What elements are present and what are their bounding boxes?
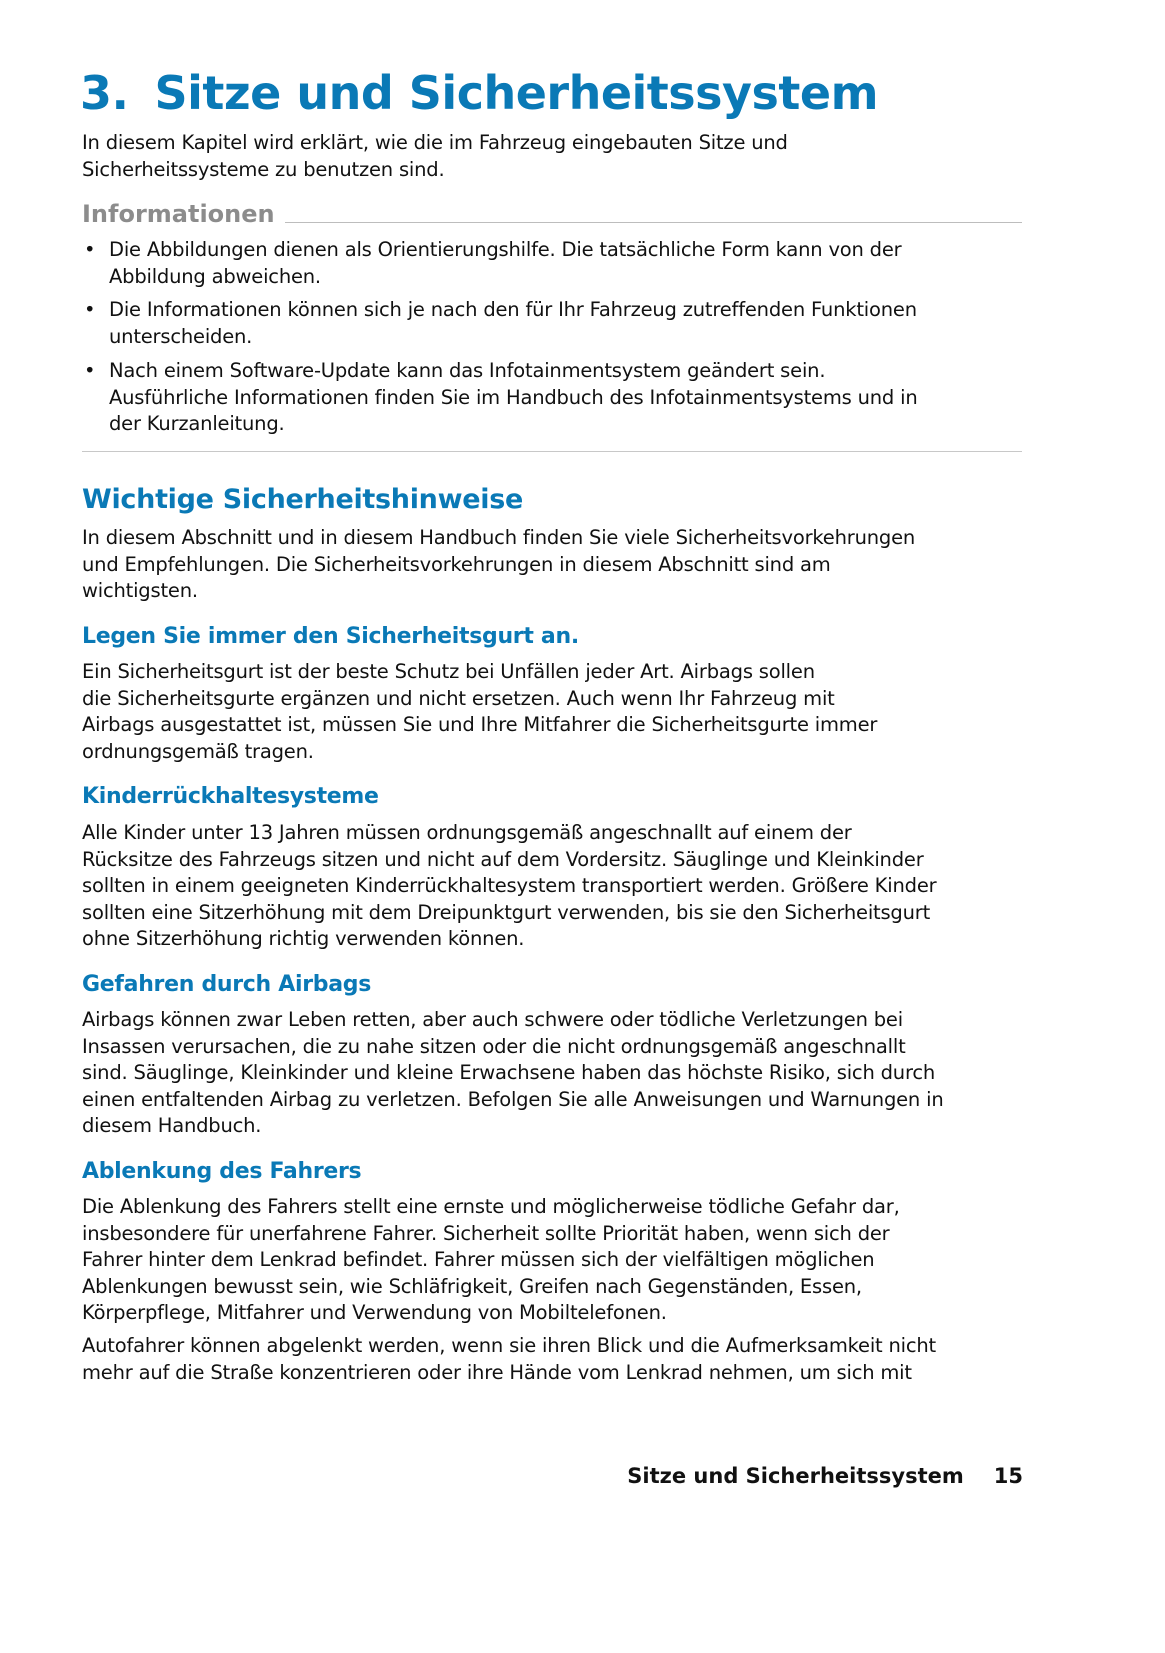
info-heading: Informationen [82,199,1022,229]
chapter-title: 3. Sitze und Sicherheitssystem [80,66,879,120]
footer-section-title: Sitze und Sicherheitssystem [627,1464,964,1488]
paragraph: Airbags können zwar Leben retten, aber auch schwere oder tödliche Verletzungen bei Insassen verursachen, die zu nahe sitzen oder die nicht ordnungsgemäß angeschnallt sind. Säuglinge, Kleinkinder und kleine Erwachsene haben das höchste Risiko, sich durch einen entfaltenden Airbag zu verletzen. Befolgen Sie alle Anweisungen und Warnungen in diesem Handbuch. [82,1008,944,1137]
bullet-icon: • [84,359,96,382]
info-bullet: • Nach einem Software-Update kann das Infotainmentsystem geändert sein. Ausführliche Informationen finden Sie im Handbuch des Infotainmentsystems und in der Kurzanleitung. [84,359,918,435]
page-footer [627,1461,1023,1491]
info-bullet: • Die Abbildungen dienen als Orientierungshilfe. Die tatsächliche Form kann von der Abbildung abweichen. [84,238,902,288]
paragraph: Alle Kinder unter 13 Jahren müssen ordnungsgemäß angeschnallt auf einem der Rücksitze des Fahrzeugs sitzen und nicht auf dem Vordersitz. Säuglinge und Kleinkinder sollten in einem geeigneten Kinderrückhaltesystem transportiert werden. Größere Kinder sollten eine Sitzerhöhung mit dem Dreipunktgurt verwenden, bis sie den Sicherheitsgurt ohne Sitzerhöhung richtig verwenden können. [82,821,937,950]
divider [82,451,1022,452]
section-intro: In diesem Abschnitt und in diesem Handbuch finden Sie viele Sicherheitsvorkehrungen und Empfehlungen. Die Sicherheitsvorkehrungen in diesem Abschnitt sind am wichtigsten. [82,526,916,602]
subsection-heading: Ablenkung des Fahrers [82,1159,362,1184]
subsection-heading: Gefahren durch Airbags [82,972,372,997]
divider [285,222,1022,223]
subsection-heading: Legen Sie immer den Sicherheitsgurt an. [82,624,579,649]
bullet-icon: • [84,298,96,321]
info-bullet: • Die Informationen können sich je nach den für Ihr Fahrzeug zutreffenden Funktionen unterscheiden. [84,298,917,348]
section-heading: Wichtige Sicherheitshinweise [82,484,523,515]
page-number: 15 [993,1464,1023,1488]
subsection-heading: Kinderrückhaltesysteme [82,784,379,809]
paragraph: Ein Sicherheitsgurt ist der beste Schutz bei Unfällen jeder Art. Airbags sollen die Sicherheitsgurte ergänzen und nicht ersetzen. Auch wenn Ihr Fahrzeug mit Airbags ausgestattet ist, müssen Sie und Ihre Mitfahrer die Sicherheitsgurte immer ordnungsgemäß tragen. [82,660,878,763]
paragraph: Autofahrer können abgelenkt werden, wenn sie ihren Blick und die Aufmerksamkeit nicht mehr auf die Straße konzentrieren oder ihre Hände vom Lenkrad nehmen, um sich mit [82,1334,937,1384]
bullet-icon: • [84,238,96,261]
chapter-intro: In diesem Kapitel wird erklärt, wie die im Fahrzeug eingebauten Sitze und Sicherheitssysteme zu benutzen sind. [82,131,788,181]
paragraph: Die Ablenkung des Fahrers stellt eine ernste und möglicherweise tödliche Gefahr dar, insbesondere für unerfahrene Fahrer. Sicherheit sollte Priorität haben, wenn sich der Fahrer hinter dem Lenkrad befindet. Fahrer müssen sich der vielfältigen möglichen Ablenkungen bewusst sein, wie Schläfrigkeit, Greifen nach Gegenständen, Essen, Körperpflege, Mitfahrer und Verwendung von Mobiltelefonen. [82,1195,900,1324]
